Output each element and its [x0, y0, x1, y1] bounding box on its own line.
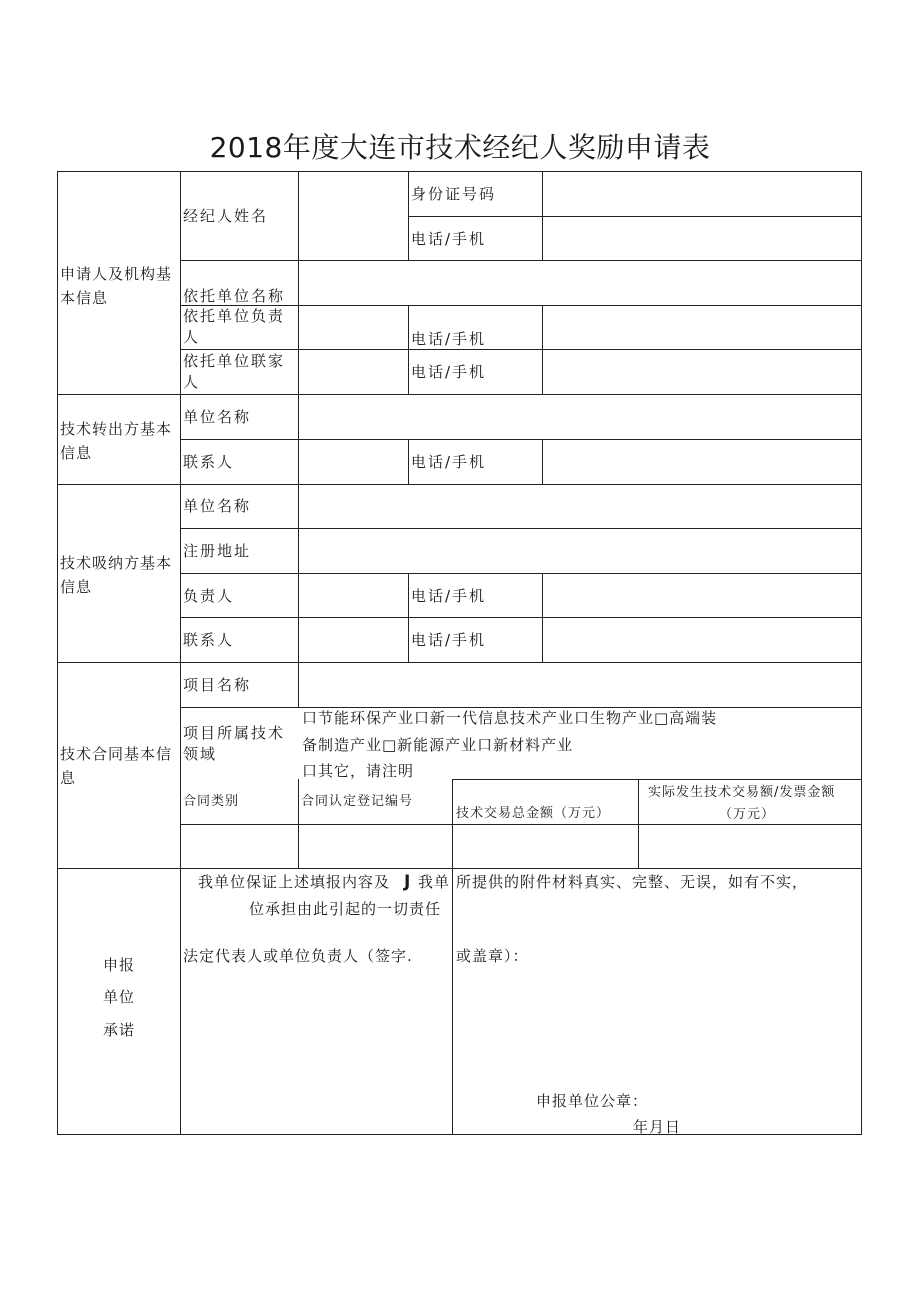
grid-line: [57, 484, 862, 485]
grid-line: [542, 573, 543, 663]
page-title: 2018年度大连市技术经纪人奖励申请表: [209, 131, 711, 164]
label-absorb-unit-name: 单位名称: [183, 497, 252, 515]
grid-line: [57, 171, 862, 172]
section-pledge-line3: 承诺: [103, 1021, 136, 1039]
section-applicant-line1: 申请人及机构基: [60, 265, 173, 283]
label-absorb-head-phone: 电话/手机: [411, 587, 487, 605]
grid-line: [638, 779, 639, 869]
label-absorb-address: 注册地址: [183, 542, 252, 560]
grid-line: [180, 617, 862, 618]
field-options-line2: 备制造产业□新能源产业口新材料产业: [302, 736, 574, 754]
grid-line: [57, 1134, 862, 1135]
label-project-field-line1: 项目所属技术: [183, 724, 286, 742]
section-pledge-line2: 单位: [103, 988, 136, 1006]
grid-line: [542, 305, 543, 395]
pledge-date-label: 年月日: [633, 1118, 682, 1136]
grid-line: [57, 394, 862, 395]
grid-line: [298, 171, 299, 261]
section-absorb-line2: 信息: [60, 578, 93, 596]
label-contract-reg-no: 合同认定登记编号: [301, 794, 414, 809]
section-pledge-line1: 申报: [103, 956, 136, 974]
label-entrust-head-line1: 依托单位负责: [183, 307, 286, 325]
grid-line: [452, 779, 862, 780]
label-entrust-unit-name: 依托单位名称: [183, 287, 286, 305]
label-absorb-contact-phone: 电话/手机: [411, 631, 487, 649]
grid-line: [180, 260, 862, 261]
grid-line: [298, 662, 299, 708]
grid-line: [408, 216, 862, 217]
grid-line: [408, 439, 409, 485]
label-total-amount: 技术交易总金额（万元）: [456, 806, 611, 821]
pledge-sign-right: 或盖章）：: [456, 947, 529, 965]
grid-line: [298, 260, 299, 395]
pledge-line1-mark: J: [404, 872, 413, 892]
section-contract-line2: 息: [60, 769, 77, 787]
pledge-line1-mid: 我单: [418, 873, 451, 891]
pledge-line1-right: 所提供的附件材料真实、完整、无误，如有不实，: [456, 873, 809, 891]
grid-line: [180, 573, 862, 574]
grid-line: [408, 171, 409, 261]
grid-line: [57, 868, 862, 869]
label-project-field-line2: 领域: [183, 745, 218, 763]
label-entrust-contact-line2: 人: [183, 373, 201, 391]
grid-line: [408, 305, 409, 395]
grid-line: [57, 171, 58, 1135]
grid-line: [408, 573, 409, 663]
grid-line: [298, 394, 299, 485]
grid-line: [542, 439, 543, 485]
label-absorb-contact: 联系人: [183, 631, 235, 649]
section-contract-line1: 技术合同基本信: [60, 745, 173, 763]
grid-line: [452, 779, 453, 869]
grid-line: [57, 662, 862, 663]
pledge-seal-label: 申报单位公章：: [536, 1092, 649, 1110]
section-transfer-line1: 技术转出方基本: [60, 420, 173, 438]
pledge-sign-left: 法定代表人或单位负责人（签字.: [183, 947, 413, 965]
grid-line: [298, 484, 299, 663]
label-transfer-phone: 电话/手机: [411, 453, 487, 471]
field-options-line1: 口节能环保产业口新一代信息技术产业口生物产业□高端装: [302, 709, 718, 727]
grid-line: [180, 439, 862, 440]
label-absorb-head: 负责人: [183, 587, 235, 605]
field-options-line3: 口其它，请注明: [302, 762, 415, 780]
grid-line: [180, 528, 862, 529]
label-entrust-head-phone: 电话/手机: [411, 330, 487, 348]
label-broker-name: 经纪人姓名: [183, 207, 269, 225]
label-entrust-contact-line1: 依托单位联家: [183, 352, 286, 370]
label-entrust-head-line2: 人: [183, 328, 201, 346]
label-contract-type: 合同类别: [183, 794, 240, 809]
pledge-line2: 位承担由此引起的一切责任: [249, 900, 442, 918]
label-id-number: 身份证号码: [411, 185, 497, 203]
label-broker-phone: 电话/手机: [411, 230, 487, 248]
label-actual-amount-line1: 实际发生技术交易额/发票金额: [648, 785, 836, 800]
label-entrust-contact-phone: 电话/手机: [411, 363, 487, 381]
label-transfer-unit-name: 单位名称: [183, 408, 252, 426]
pledge-line1-left: 我单位保证上述填报内容及: [198, 873, 391, 891]
section-transfer-line2: 信息: [60, 444, 93, 462]
grid-line: [452, 868, 453, 1135]
grid-line: [180, 171, 181, 1135]
label-transfer-contact: 联系人: [183, 453, 235, 471]
section-absorb-line1: 技术吸纳方基本: [60, 554, 173, 572]
label-project-name: 项目名称: [183, 676, 252, 694]
label-actual-amount-line2: （万元）: [719, 807, 776, 822]
grid-line: [542, 171, 543, 261]
grid-line: [298, 779, 299, 869]
grid-line: [861, 171, 862, 1135]
section-applicant-line2: 本信息: [60, 289, 109, 307]
